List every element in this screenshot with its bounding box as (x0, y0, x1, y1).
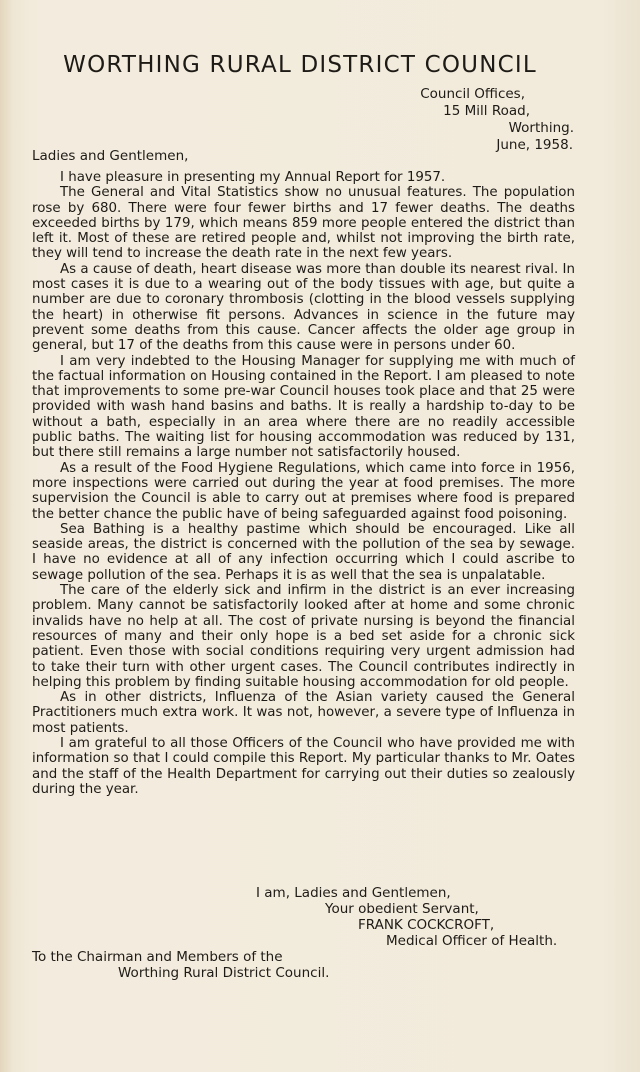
paragraph: As a cause of death, heart disease was more than double its nearest rival. In most cases it is due to a wearing out of the body tissues with age, but quite a number are due to coronary thrombosis (clotting in the blood vessels supplying the heart) in otherwise fit persons. Advances in science in the future may prevent some deaths from this cause. Cancer affects the older age group in general, but 17 of the deaths from this cause were in persons under 60. (32, 261, 575, 354)
address-line-road: 15 Mill Road, (443, 103, 530, 119)
paragraph: As in other districts, Influenza of the Asian variety caused the General Practitioners much extra work. It was not, however, a severe type of Influenza in most patients. (32, 690, 575, 736)
signatory-role: Medical Officer of Health. (386, 933, 558, 949)
address-line-offices: Council Offices, (420, 86, 525, 102)
closing-line: I am, Ladies and Gentlemen, (256, 885, 451, 901)
addressee-council: Worthing Rural District Council. (118, 965, 330, 981)
closing-servant: Your obedient Servant, (325, 901, 479, 917)
paragraph: The General and Vital Statistics show no unusual features. The population rose by 680. There were four fewer births and 17 fewer deaths. The deaths exceeded births by 179, which means 859 more people entered the district than left it. Most of these are retired people and, whilst not improving the birth rate, they will tend to increase the death rate in the next few years. (32, 185, 575, 262)
page-title: WORTHING RURAL DISTRICT COUNCIL (63, 52, 537, 78)
paragraph: I am grateful to all those Officers of the Council who have provided me with information so that I could compile this Report. My particular thanks to Mr. Oates and the staff of the Health Department for carrying out their duties so zealously during the year. (32, 735, 575, 797)
paragraph: As a result of the Food Hygiene Regulations, which came into force in 1956, more inspections were carried out during the year at food premises. The more supervision the Council is able to carry out at premises where food is prepared the better chance the public have of being safeguarded against food poisoning. (32, 460, 575, 522)
paragraph: I have pleasure in presenting my Annual Report for 1957. (60, 170, 446, 185)
signatory-name: FRANK COCKCROFT, (358, 917, 495, 933)
paragraph: The care of the elderly sick and infirm in the district is an ever increasing problem. Many cannot be satisfactorily looked after at home and some chronic invalids have no help at all. The cost of private nursing is beyond the financial resources of many and their only hope is a bed set aside for a chronic sick patient. Even those with social conditions requiring very urgent admission had to take their turn with other urgent cases. The Council contributes indirectly in helping this problem by finding suitable housing accommodation for old people. (32, 583, 575, 690)
letter-body (32, 170, 575, 797)
paragraph: I am very indebted to the Housing Manager for supplying me with much of the factual information on Housing contained in the Report. I am pleased to note that improvements to some pre-war Council houses took place and that 25 were provided with wash hand basins and baths. It is really a hardship to-day to be without a bath, especially in an area where there are no readily accessible public baths. The waiting list for housing accommodation was reduced by 131, but there still remains a large number not satisfactorily housed. (32, 353, 575, 461)
letter-date: June, 1958. (496, 137, 573, 153)
addressee-line: To the Chairman and Members of the (32, 949, 283, 965)
address-line-town: Worthing. (508, 120, 574, 136)
paragraph: Sea Bathing is a healthy pastime which should be encouraged. Like all seaside areas, the district is concerned with the pollution of the sea by sewage. I have no evidence at all of any infection occurring which I could ascribe to sewage pollution of the sea. Perhaps it is as well that the sea is unpalatable. (32, 521, 575, 583)
salutation: Ladies and Gentlemen, (32, 148, 189, 164)
